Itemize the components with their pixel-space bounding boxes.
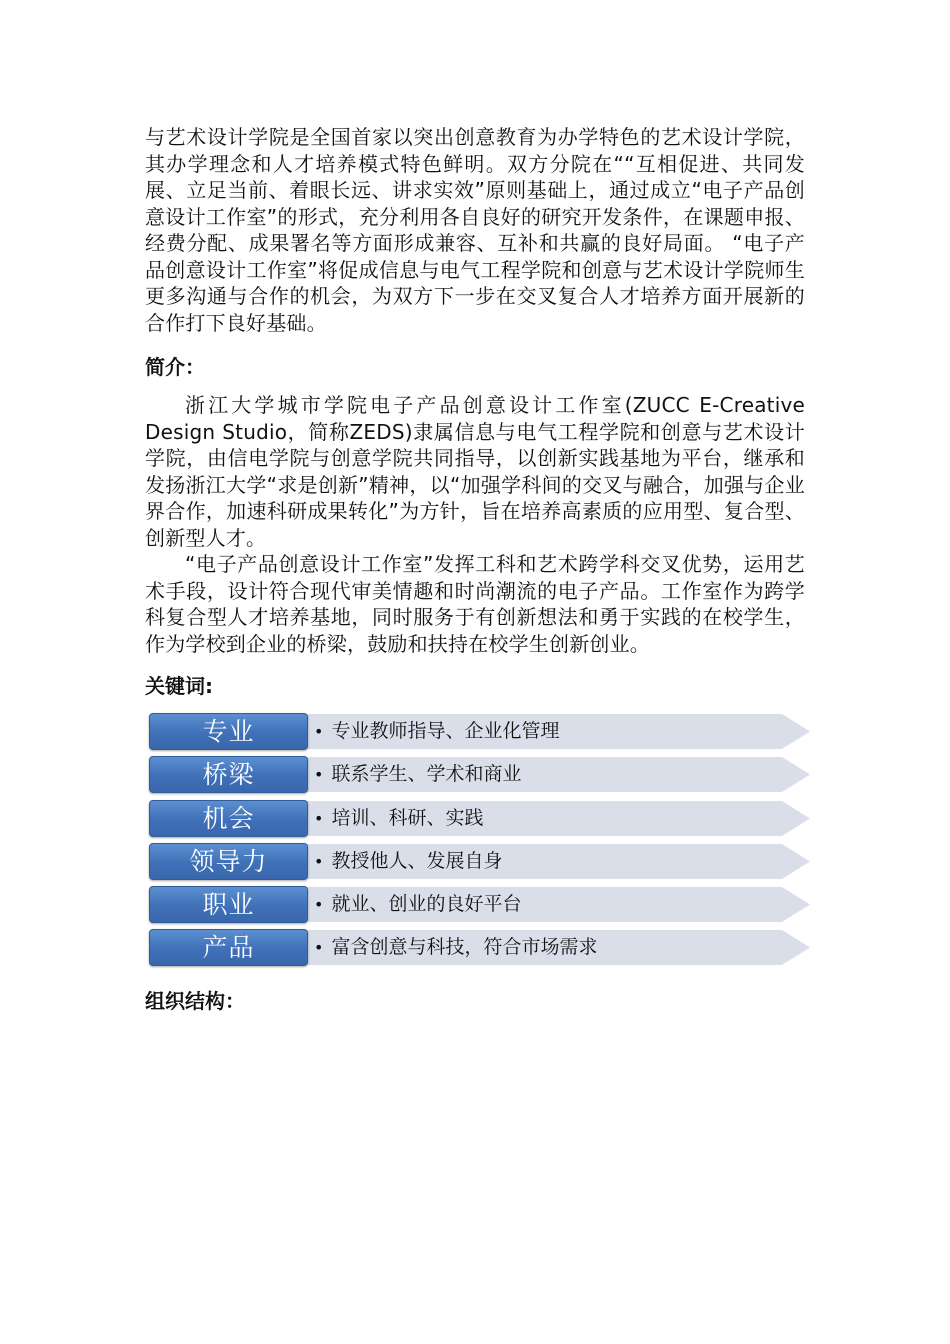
keyword-row: [146, 927, 810, 968]
keyword-description-text: 培训、科研、实践: [331, 806, 484, 829]
keyword-description-text: 联系学生、学术和商业: [331, 763, 522, 786]
keyword-row: [146, 884, 810, 925]
keyword-label: 职业: [149, 886, 308, 923]
summary-heading: 简介：: [145, 355, 205, 379]
keyword-description: [314, 754, 521, 795]
keyword-label: 专业: [149, 713, 308, 750]
keyword-description: [314, 927, 597, 968]
keyword-row: [146, 798, 810, 839]
bullet-icon: •: [314, 851, 324, 871]
keyword-description-text: 就业、创业的良好平台: [331, 893, 522, 916]
keyword-description: [314, 884, 521, 925]
keyword-label: 产品: [149, 929, 308, 966]
keyword-label: 桥梁: [149, 756, 308, 793]
bullet-icon: •: [314, 895, 324, 915]
bullet-icon: •: [314, 808, 324, 828]
keyword-row: [146, 754, 810, 795]
keyword-row: [146, 841, 810, 882]
summary-paragraph-1: 浙江大学城市学院电子产品创意设计工作室(ZUCC E-Creative Design Studio，简称ZEDS)隶属信息与电气工程学院和创意与艺术设计学院，由信电学院与创意学院共同指导，以创新实践基地为平台，继承和发扬浙江大学“求是创新”精神，以“加强学科间的交叉与融合，加强与企业界合作，加速科研成果转化”为方针，旨在培养高素质的应用型、复合型、创新型人才。: [145, 393, 805, 550]
keyword-description-text: 专业教师指导、企业化管理: [331, 720, 560, 742]
keywords-diagram: [146, 711, 810, 968]
keyword-description-text: 富含创意与科技，符合市场需求: [331, 936, 598, 959]
keyword-label: 机会: [149, 800, 308, 837]
keyword-description: [314, 798, 483, 839]
intro-paragraph: 与艺术设计学院是全国首家以突出创意教育为办学特色的艺术设计学院，其办学理念和人才培养模式特色鲜明。双方分院在““互相促进、共同发展、立足当前、着眼长远、讲求实效”原则基础上，通过成立“电子产品创意设计工作室”的形式，充分利用各自良好的研究开发条件，在课题申报、经费分配、成果署名等方面形成兼容、互补和共赢的良好局面。 “电子产品创意设计工作室”将促成信息与电气工程学院和创意与艺术设计学院师生更多沟通与合作的机会，为双方下一步在交叉复合人才培养方面开展新的合作打下良好基础。: [145, 125, 805, 335]
summary-paragraph-2: “电子产品创意设计工作室”发挥工科和艺术跨学科交叉优势，运用艺术手段，设计符合现代审美情趣和时尚潮流的电子产品。工作室作为跨学科复合型人才培养基地，同时服务于有创新想法和勇于实践的在校学生，作为学校到企业的桥梁，鼓励和扶持在校学生创新创业。: [145, 552, 805, 656]
keywords-heading: 关键词:: [145, 674, 213, 698]
keyword-description: [314, 841, 502, 882]
keyword-description-text: 教授他人、发展自身: [331, 849, 503, 872]
bullet-icon: •: [314, 722, 324, 741]
bullet-icon: •: [314, 938, 324, 958]
document-page: [145, 124, 805, 1014]
keyword-description: [314, 711, 559, 752]
keyword-row: [146, 711, 810, 752]
bullet-icon: •: [314, 765, 324, 785]
keyword-label: 领导力: [149, 843, 308, 880]
organization-heading: 组织结构：: [145, 989, 245, 1014]
